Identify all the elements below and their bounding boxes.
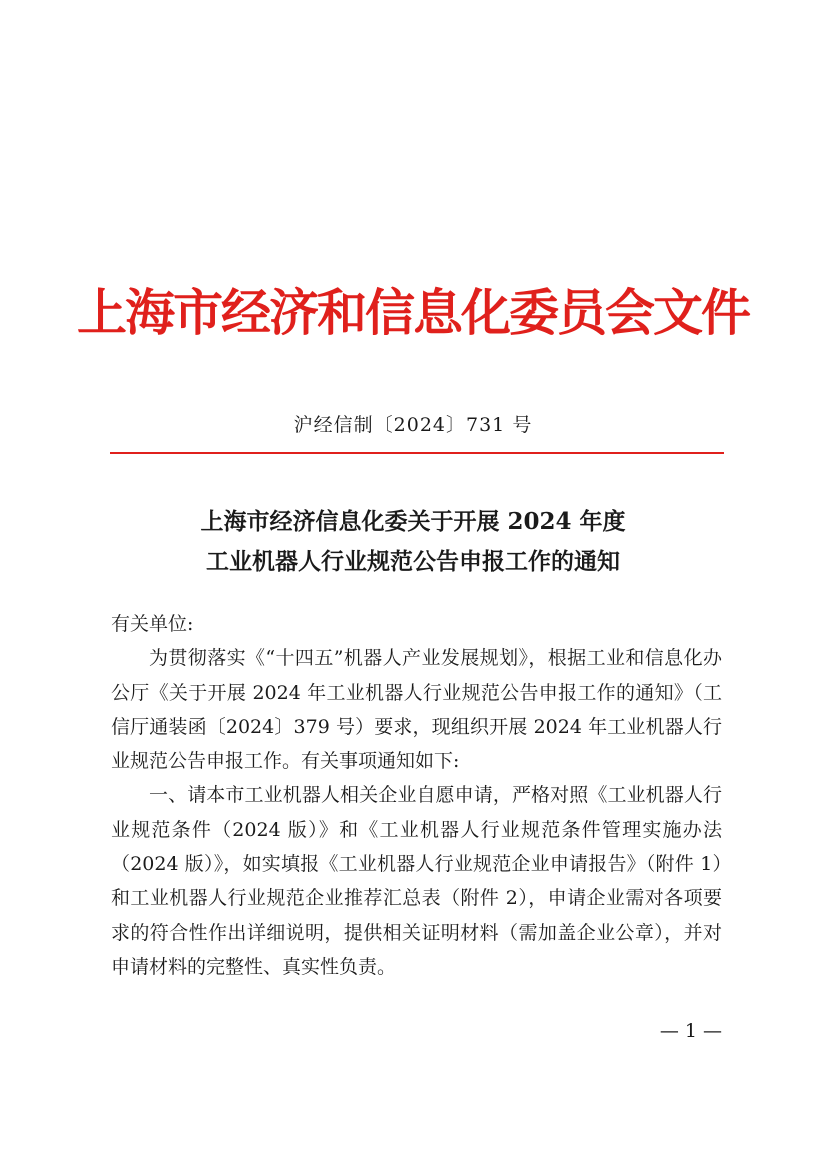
document-title-line-1: 上海市经济信息化委关于开展 2024 年度 <box>200 508 626 535</box>
document-title-line-2: 工业机器人行业规范公告申报工作的通知 <box>206 548 620 575</box>
document-number: 沪经信制〔2024〕731 号 <box>293 414 533 436</box>
body-paragraph-2: 一、请本市工业机器人相关企业自愿申请，严格对照《工业机器人行业规范条件（2024 版）》和《工业机器人行业规范条件管理实施办法（2024 版）》，如实填报《工业机器人行业规范企业申请报告》（附件 1）和工业机器人行业规范企业推荐汇总表（附件 2），申请企业需对各项要求的符合性作出详细说明，提供相关证明材料（需加盖企业公章），并对申请材料的完整性、真实性负责。 <box>111 784 722 978</box>
salutation: 有关单位: <box>111 613 194 635</box>
document-body <box>111 607 722 984</box>
issuer-masthead: 上海市经济和信息化委员会文件 <box>77 283 749 342</box>
page-number: — 1 — <box>659 1020 722 1042</box>
red-separator-line <box>110 452 724 454</box>
body-paragraph-1: 为贯彻落实《“十四五”机器人产业发展规划》，根据工业和信息化办公厅《关于开展 2024 年工业机器人行业规范公告申报工作的通知》（工信厅通装函〔2024〕379 号）要求，现组织开展 2024 年工业机器人行业规范公告申报工作。有关事项通知如下: <box>111 647 722 773</box>
